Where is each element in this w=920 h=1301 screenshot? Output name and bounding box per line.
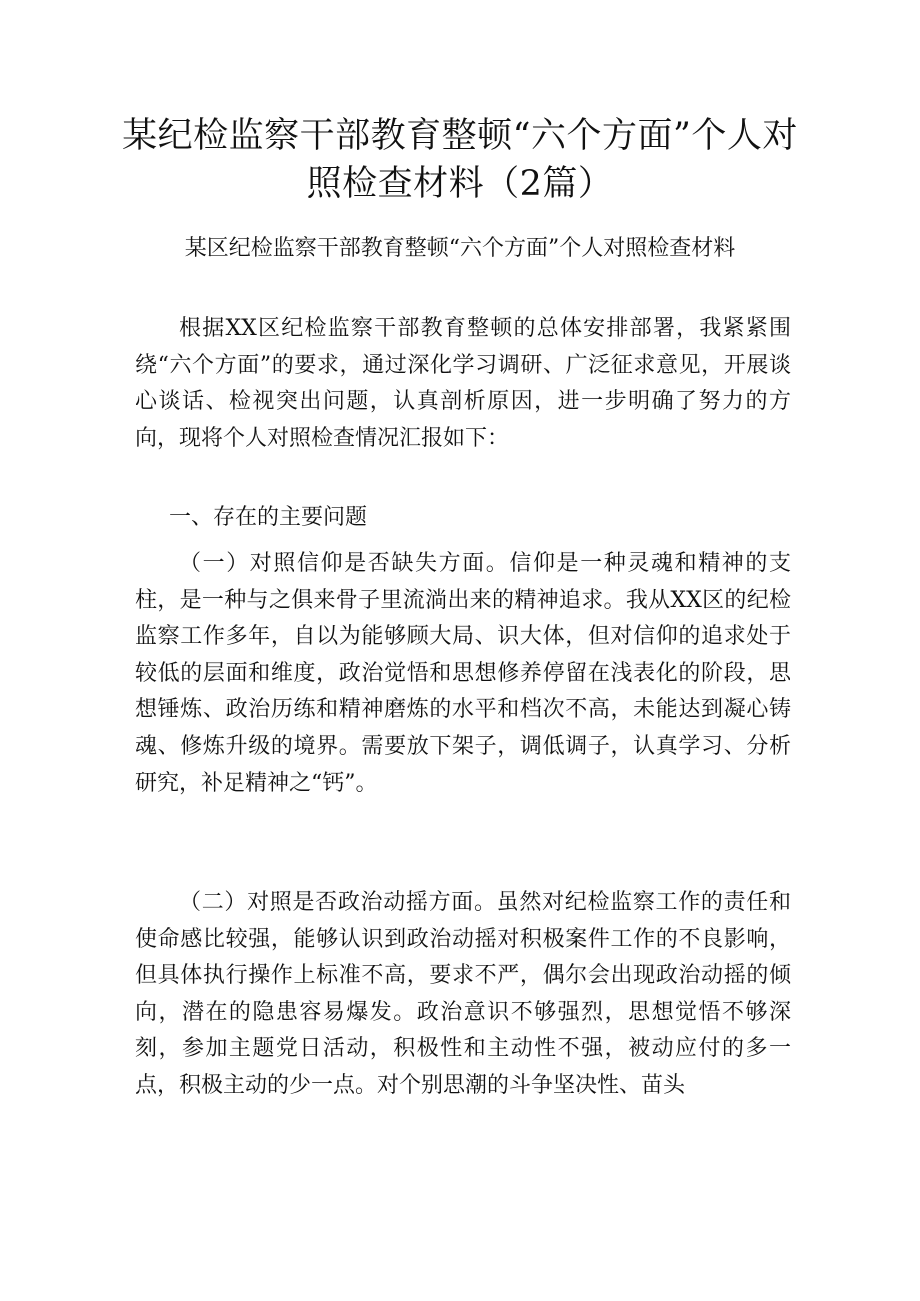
document-title: 某纪检监察干部教育整顿“六个方面”个人对照检查材料（2篇） <box>122 116 798 204</box>
paragraph-belief: （一）对照信仰是否缺失方面。信仰是一种灵魂和精神的支柱，是一种与之俱来骨子里流淌出来的精神追求。我从XX区的纪检监察工作多年，自以为能够顾大局、识大体，但对信仰的追求处于较低的层面和维度，政治觉悟和思想修养停留在浅表化的阶段，思想锤炼、政治历练和精神磨炼的水平和档次不高，未能达到凝心铸魂、修炼升级的境界。需要放下架子，调低调子，认真学习、分析研究，补足精神之“钙”。 <box>135 551 791 796</box>
paragraph-political-stability: （二）对照是否政治动摇方面。虽然对纪检监察工作的责任和使命感比较强，能够认识到政治动摇对积极案件工作的不良影响，但具体执行操作上标准不高，要求不严，偶尔会出现政治动摇的倾向，潜在的隐患容易爆发。政治意识不够强烈，思想觉悟不够深刻，参加主题党日活动，积极性和主动性不强，被动应付的多一点，积极主动的少一点。对个别思潮的斗争坚决性、苗头 <box>135 890 791 1098</box>
document-subtitle: 某区纪检监察干部教育整顿“六个方面”个人对照检查材料 <box>184 236 736 261</box>
intro-paragraph: 根据XX区纪检监察干部教育整顿的总体安排部署，我紧紧围绕“六个方面”的要求，通过深化学习调研、广泛征求意见，开展谈心谈话、检视突出问题，认真剖析原因，进一步明确了努力的方向，现将个人对照检查情况汇报如下： <box>135 316 791 451</box>
section-heading-main-problems: 一、存在的主要问题 <box>169 505 368 530</box>
